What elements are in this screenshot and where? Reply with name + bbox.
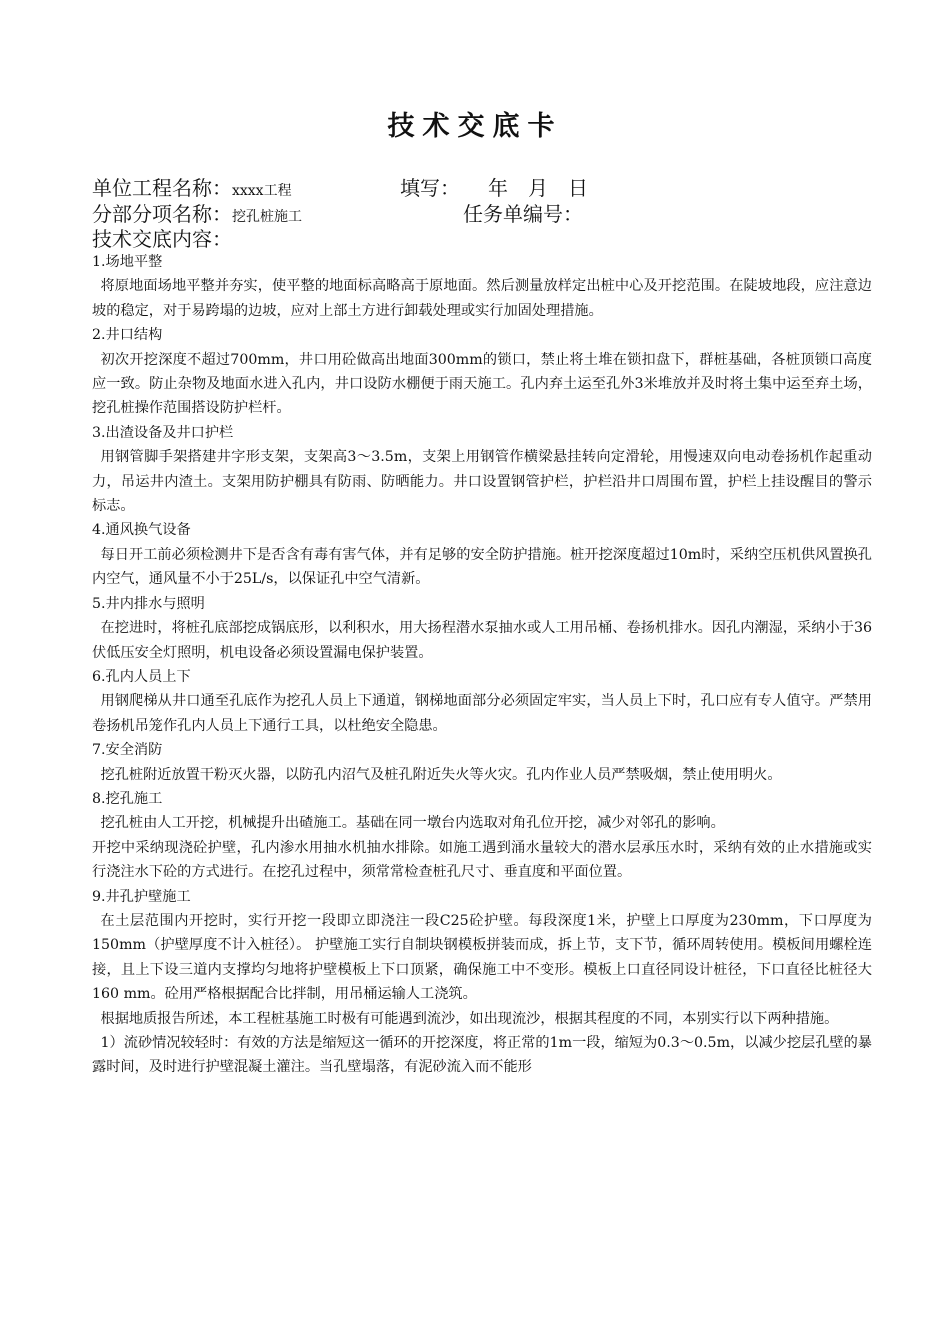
unit-name-label: 单位工程名称： [92, 176, 232, 200]
section-heading: 8.挖孔施工 [92, 790, 163, 807]
section-heading: 4.通风换气设备 [92, 522, 191, 539]
section-paragraph: 初次开挖深度不超过700mm，井口用砼做高出地面300mm的锁口，禁止将土堆在锁扣盘下，群桩基础，各桩顶锁口高度应一致。防止杂物及地面水进入孔内，井口设防水棚便于雨天施工。孔内弃土运至孔外3米堆放并及时将土集中运至弃土场，挖孔桩操作范围搭设防护栏杆。 [92, 351, 872, 417]
header-row-2 [92, 201, 302, 227]
section-paragraph: 将原地面场地平整并夯实，使平整的地面标高略高于原地面。然后测量放样定出桩中心及开挖范围。在陡坡地段，应注意边坡的稳定，对于易跨塌的边坡，应对上部土方进行卸载处理或实行加固处理措施。 [92, 278, 872, 319]
section-heading: 1.场地平整 [92, 254, 163, 270]
header-fill-date [400, 175, 588, 201]
section-paragraph: 1）流砂情况较轻时：有效的方法是缩短这一循环的开挖深度，将正常的1m一段，缩短为0.3～0.5m，以减少挖层孔壁的暴露时间，及时进行护壁混凝土灌注。当孔壁塌落，有泥砂流入而不能形 [92, 1035, 872, 1076]
section-heading: 3.出渣设备及井口护栏 [92, 424, 234, 441]
unit-name-value: xxxx工程 [232, 183, 292, 199]
section-heading: 7.安全消防 [92, 742, 163, 759]
header-row-1 [92, 175, 292, 201]
subsection-label: 分部分项名称： [92, 202, 232, 226]
section-paragraph: 在土层范围内开挖时，实行开挖一段即立即浇注一段C25砼护壁。每段深度1米，护壁上口厚度为230mm，下口厚度为150mm（护壁厚度不计入桩径）。 护壁施工实行自制块钢模板拼装而成，拆上节，支下节，循环周转使用。模板间用螺栓连接，且上下设三道内支撑均匀地将护壁模板上下口顶紧，确保施工中不变形。模板上口直径同设计桩径，下口直径比桩径大160 mm。砼用严格根据配合比拌制，用吊桶运输人工浇筑。 [92, 912, 872, 1003]
section-paragraph: 挖孔桩由人工开挖，机械提升出碴施工。基础在同一墩台内选取对角孔位开挖，减少对邻孔的影响。 [100, 815, 725, 832]
date-text: 年 月 日 [488, 176, 588, 200]
section-paragraph: 用钢管脚手架搭建井字形支架，支架高3～3.5m，支架上用钢管作横梁悬挂转向定滑轮，用慢速双向电动卷扬机作起重动力，吊运井内渣土。支架用防护棚具有防雨、防晒能力。井口设置钢管护栏，护栏沿井口周围布置，护栏上挂设醒目的警示标志。 [92, 449, 872, 515]
document-title: 技术交底卡 [387, 111, 563, 142]
section-heading: 9.井孔护壁施工 [92, 888, 191, 905]
section-heading: 5.井内排水与照明 [92, 595, 205, 612]
section-heading: 6.孔内人员上下 [92, 668, 191, 685]
section-paragraph: 开挖中采纳现浇砼护壁，孔内渗水用抽水机抽水排除。如施工遇到涌水量较大的潜水层承压水时，采纳有效的止水措施或实行浇注水下砼的方式进行。在挖孔过程中，须常常检查桩孔尺寸、垂直度和平面位置。 [92, 839, 872, 881]
section-heading: 2.井口结构 [92, 327, 163, 344]
section-paragraph: 每日开工前必须检测井下是否含有毒有害气体，并有足够的安全防护措施。桩开挖深度超过10m时，采纳空压机供风置换孔内空气，通风量不小于25L/s，以保证孔中空气清新。 [92, 546, 872, 588]
fill-label: 填写： [400, 176, 460, 200]
content-label: 技术交底内容： [92, 227, 232, 251]
document-body [92, 250, 872, 1080]
section-paragraph: 挖孔桩附近放置干粉灭火器，以防孔内沼气及桩孔附近失火等火灾。孔内作业人员严禁吸烟，禁止使用明火。 [100, 766, 782, 783]
section-paragraph: 根据地质报告所述，本工程桩基施工时极有可能遇到流沙，如出现流沙，根据其程度的不同，本别实行以下两种措施。 [100, 1010, 839, 1027]
subsection-value: 挖孔桩施工 [232, 209, 302, 225]
section-paragraph: 用钢爬梯从井口通至孔底作为挖孔人员上下通道，钢梯地面部分必须固定牢实，当人员上下时，孔口应有专人值守。严禁用卷扬机吊笼作孔内人员上下通行工具，以杜绝安全隐患。 [92, 693, 872, 734]
section-paragraph: 在挖进时，将桩孔底部挖成锅底形，以利积水，用大扬程潜水泵抽水或人工用吊桶、卷扬机排水。因孔内潮湿，采纳小于36伏低压安全灯照明，机电设备必须设置漏电保护装置。 [92, 620, 872, 661]
task-number-label: 任务单编号： [463, 202, 583, 226]
